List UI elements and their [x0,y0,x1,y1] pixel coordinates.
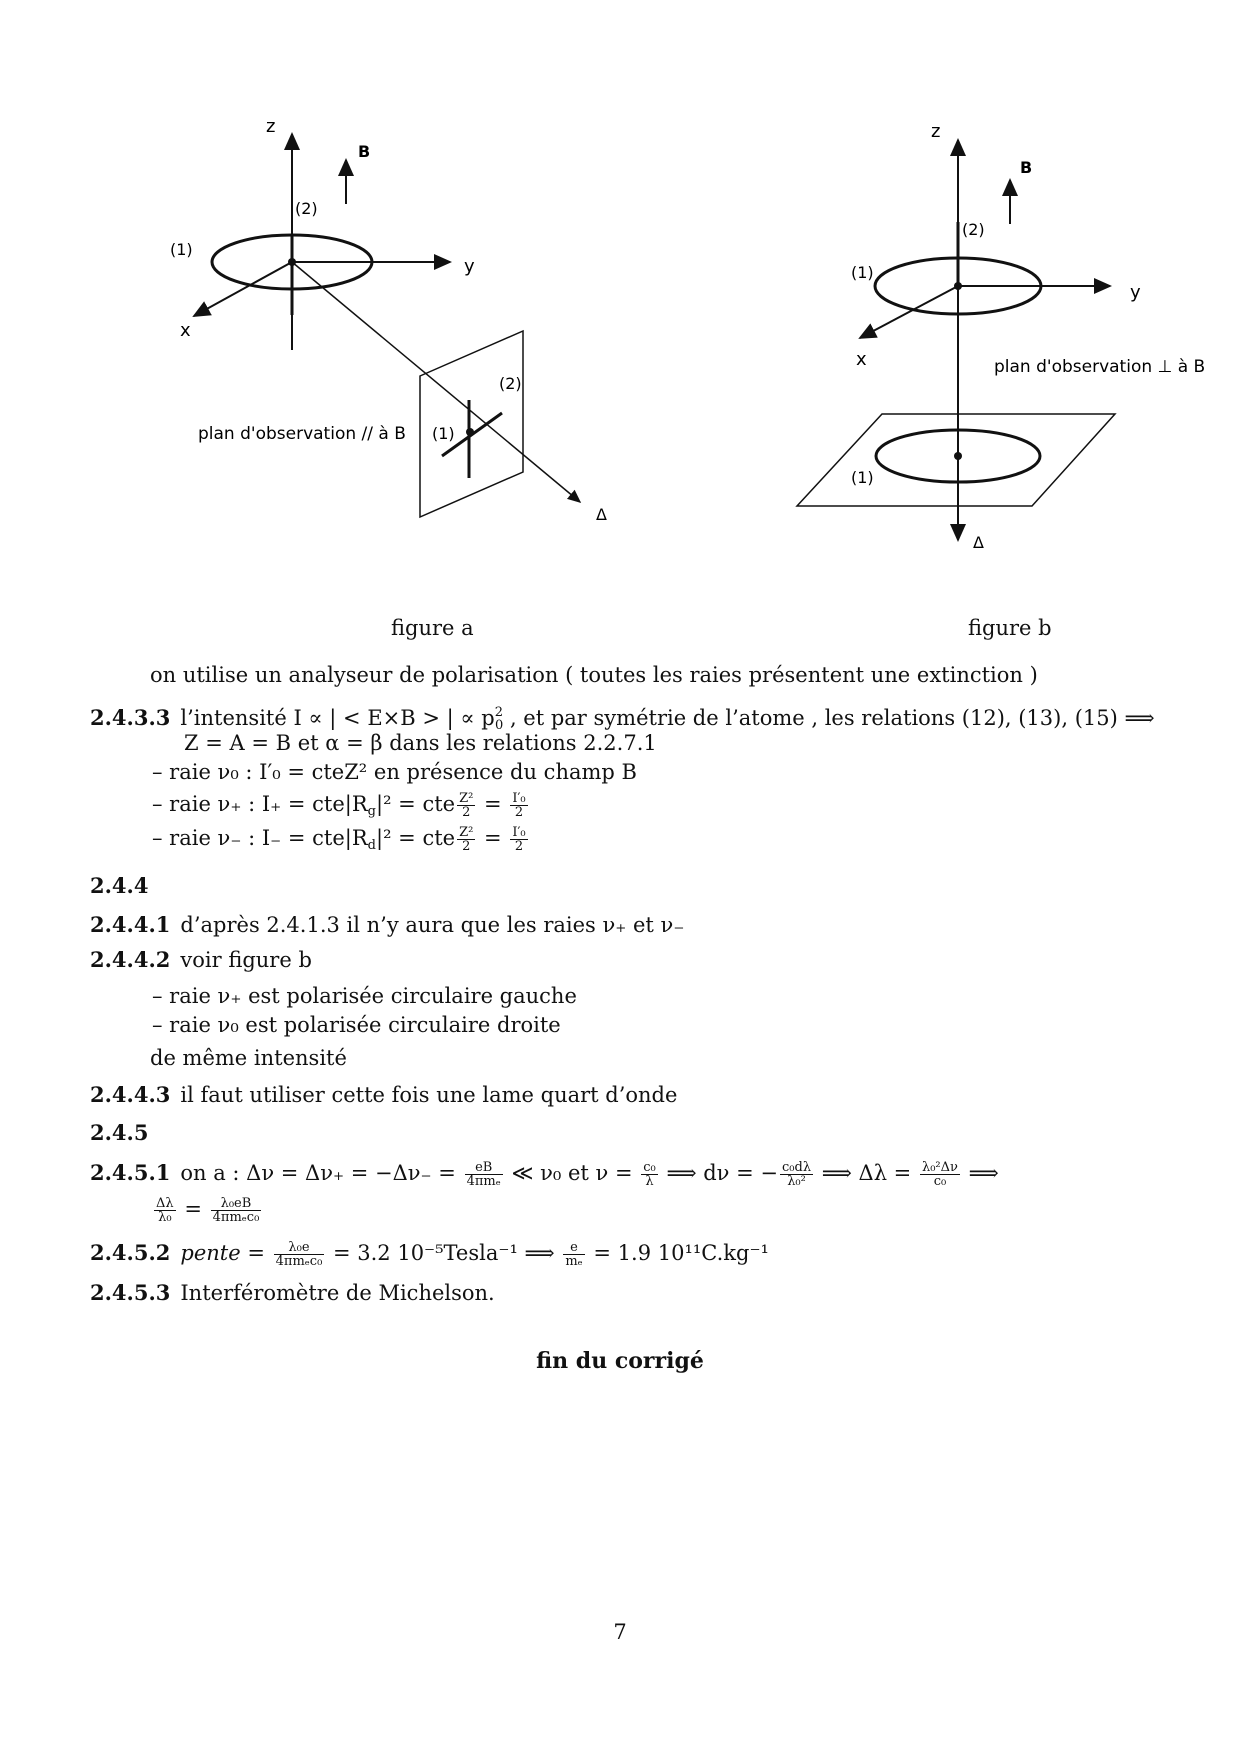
figure-b-caption: figure b [968,616,1052,640]
page-number: 7 [613,1620,627,1644]
fig-b-b-label: B [1020,158,1033,177]
section-2433-bullet3: – raie ν₋ : $I_- = cte|R_d|^2$ = cte $\frac{\text{Z²}}{2}$ = $\frac{\text{I′₀}}{2}$ [152,825,526,854]
section-2433-bullet2: – raie ν₊ : $I_+ = cte|R_g|^2$ = cte $\frac{\text{Z²}}{2}$ = $\frac{\text{I′₀}}{2}$ [152,791,526,820]
section-2433-line2: Z = A = B et α = β dans les relations 2.2.7.1 [184,731,657,755]
fig-a-plane-text: plan d'observation // à B [198,424,406,444]
fig-a-b-label: B [358,142,371,161]
section-2443: 2.4.4.3 il faut utiliser cette fois une lame quart d’onde [90,1082,678,1107]
fig-a-y-label: y [464,256,475,277]
fig-a-label-2: (2) [295,199,318,218]
section-2442: 2.4.4.2 voir figure b [90,947,312,972]
fig-a-x-label: x [180,320,191,341]
figure-a-caption: figure a [391,616,474,640]
figure-b-diagram [790,110,1210,570]
fig-b-delta-label: Δ [973,533,984,552]
section-number: 2.4.3.3 [90,705,171,730]
end-heading: fin du corrigé [536,1348,704,1374]
fig-a-z-label: z [266,116,276,137]
section-244-heading: 2.4.4 [90,873,149,898]
fig-b-x-label: x [856,349,867,370]
fig-b-plane-text: plan d'observation ⊥ à B [994,357,1206,377]
section-2452: 2.4.5.2 pente = $\frac{\text{λ₀e}}{\text{4πmₑc₀}}$ = 3.2 10⁻⁵Tesla⁻¹ ⟹ $\frac{e}{\text{mₑ}}$ = 1.9 10¹¹C.kg⁻¹ [90,1240,769,1269]
fig-b-label-1: (1) [851,263,874,282]
fig-a-delta-label: Δ [596,505,607,524]
section-2433-bullet1: – raie ν₀ : I′₀ = cteZ² en présence du champ B [152,760,637,784]
intro-line: on utilise un analyseur de polarisation ( toutes les raies présentent une extinction ) [150,663,1038,687]
fig-b-plane-label-1: (1) [851,468,874,487]
section-2442-bullet2: – raie ν₀ est polarisée circulaire droite [152,1013,561,1037]
fig-b-label-2: (2) [962,220,985,239]
fig-b-z-label: z [931,121,941,142]
section-2453: 2.4.5.3 Interféromètre de Michelson. [90,1280,495,1305]
figure-a-diagram [150,110,630,590]
section-2442-bullet1: – raie ν₊ est polarisée circulaire gauche [152,984,577,1008]
section-2442-line: de même intensité [150,1046,347,1070]
section-2433-line1: 2.4.3.3 l’intensité I ∝ | < E×B > | ∝ $p^2_0$ , et par symétrie de l’atome , les relations (12), (13), (15) ⟹ [90,705,1155,733]
figure-a [150,110,630,590]
section-2451-line2: $\frac{\Delta\lambda}{\text{λ₀}}$ = $\frac{\text{λ₀eB}}{\text{4πmₑc₀}}$ [156,1196,260,1225]
section-245-heading: 2.4.5 [90,1120,149,1145]
section-2451-line1: 2.4.5.1 on a : Δν = Δν₊ = −Δν₋ = $\frac{eB}{\text{4πmₑ}}$ ≪ ν₀ et ν = $\frac{\text{c₀}}{\lambda}$ ⟹ dν = − $\frac{\text{c₀dλ}}{\text{λ₀²}}$ ⟹ Δλ = $\frac{\text{λ₀²Δν}}{\text{c₀}}$ ⟹ [90,1160,999,1189]
fig-a-plane-label-1: (1) [432,424,455,443]
fig-a-plane-label-2: (2) [499,374,522,393]
figure-b [790,110,1210,570]
fig-b-y-label: y [1130,282,1141,303]
fig-a-label-1: (1) [170,240,193,259]
section-2441: 2.4.4.1 d’après 2.4.1.3 il n’y aura que les raies ν₊ et ν₋ [90,912,685,937]
